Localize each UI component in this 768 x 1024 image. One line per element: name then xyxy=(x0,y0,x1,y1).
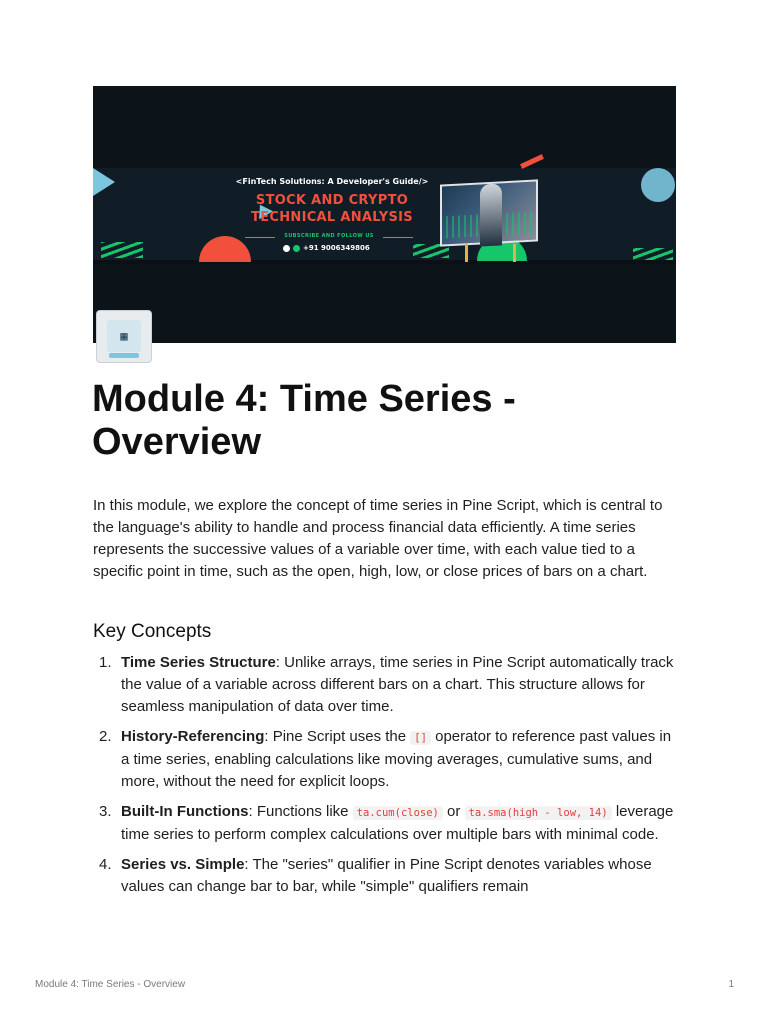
list-number: 2. xyxy=(99,728,112,745)
icon-base xyxy=(109,353,139,358)
banner-phone: +91 9006349806 xyxy=(303,244,370,252)
banner-contact xyxy=(283,244,383,252)
page-title: Module 4: Time Series - Overview xyxy=(92,378,516,463)
screen-stand-right xyxy=(513,244,516,262)
list-item xyxy=(93,801,678,846)
concept-text: : Functions like xyxy=(248,803,353,820)
key-concepts-heading: Key Concepts xyxy=(93,621,212,642)
banner-subscribe: SUBSCRIBE AND FOLLOW US xyxy=(284,233,374,239)
trading-screen-illustration xyxy=(440,179,538,246)
concept-text: : Unlike arrays, time series in Pine Script automatically track the value of a variable across different bars on a chart. This structure allows for seamless manipulation of data over time. xyxy=(121,654,674,715)
concept-term: Series vs. Simple xyxy=(121,856,245,873)
page-icon xyxy=(96,310,152,363)
list-item xyxy=(93,854,678,898)
list-item xyxy=(93,652,678,718)
list-item xyxy=(93,726,678,793)
page-number: 1 xyxy=(728,979,734,990)
intro-paragraph: In this module, we explore the concept of time series in Pine Script, which is central to the language's ability to handle and process financial data efficiently. A time series represents the successive values of a variable over time, with each value tied to a specific point in time, such as the open, high, low, or close prices of bars on a chart. xyxy=(93,497,663,580)
footer-title: Module 4: Time Series - Overview xyxy=(35,979,186,990)
banner-title-line-1: STOCK AND CRYPTO xyxy=(255,193,409,208)
screen-stand-left xyxy=(465,244,468,262)
inline-code: [] xyxy=(410,731,431,745)
concept-text: : The "series" qualifier in Pine Script denotes variables whose values can change bar to bar, while "simple" qualifiers remain xyxy=(121,856,652,895)
cover-banner xyxy=(93,86,676,343)
whatsapp-icon xyxy=(293,245,300,252)
person-illustration xyxy=(480,183,502,246)
list-number: 3. xyxy=(99,803,112,820)
green-stripes-shape xyxy=(101,242,143,258)
concept-term: History-Referencing xyxy=(121,728,265,745)
list-number: 4. xyxy=(99,856,112,873)
banner-title-line-2: TECHNICAL ANALYSIS xyxy=(251,210,413,225)
banner-rule-left xyxy=(245,237,275,238)
concept-term: Time Series Structure xyxy=(121,654,276,671)
concept-term: Built-In Functions xyxy=(121,803,249,820)
banner-rule-right xyxy=(383,237,413,238)
concept-text: leverage time series to perform complex calculations over multiple bars with minimal code. xyxy=(121,803,674,843)
phone-icon xyxy=(283,245,290,252)
red-dash-shape xyxy=(520,154,544,169)
inline-code: ta.sma(high - low, 14) xyxy=(465,806,612,820)
teal-circle-shape xyxy=(641,168,675,202)
concept-text: or xyxy=(442,803,465,820)
banner-title xyxy=(221,192,443,226)
list-number: 1. xyxy=(99,654,112,671)
inline-code: ta.cum(close) xyxy=(353,806,443,820)
green-dash-shape xyxy=(633,248,673,260)
concept-text: : Pine Script uses the xyxy=(264,728,411,745)
calendar-chart-icon: ▦ xyxy=(107,320,141,352)
banner-shadow xyxy=(93,260,676,264)
concept-text: operator to reference past values in a time series, enabling calculations like moving averages, cumulative sums, and more, without the need for explicit loops. xyxy=(121,728,672,790)
teal-triangle-shape xyxy=(93,168,115,196)
banner-tagline: <FinTech Solutions: A Developer's Guide/> xyxy=(235,177,429,186)
key-concepts-list xyxy=(93,652,678,906)
